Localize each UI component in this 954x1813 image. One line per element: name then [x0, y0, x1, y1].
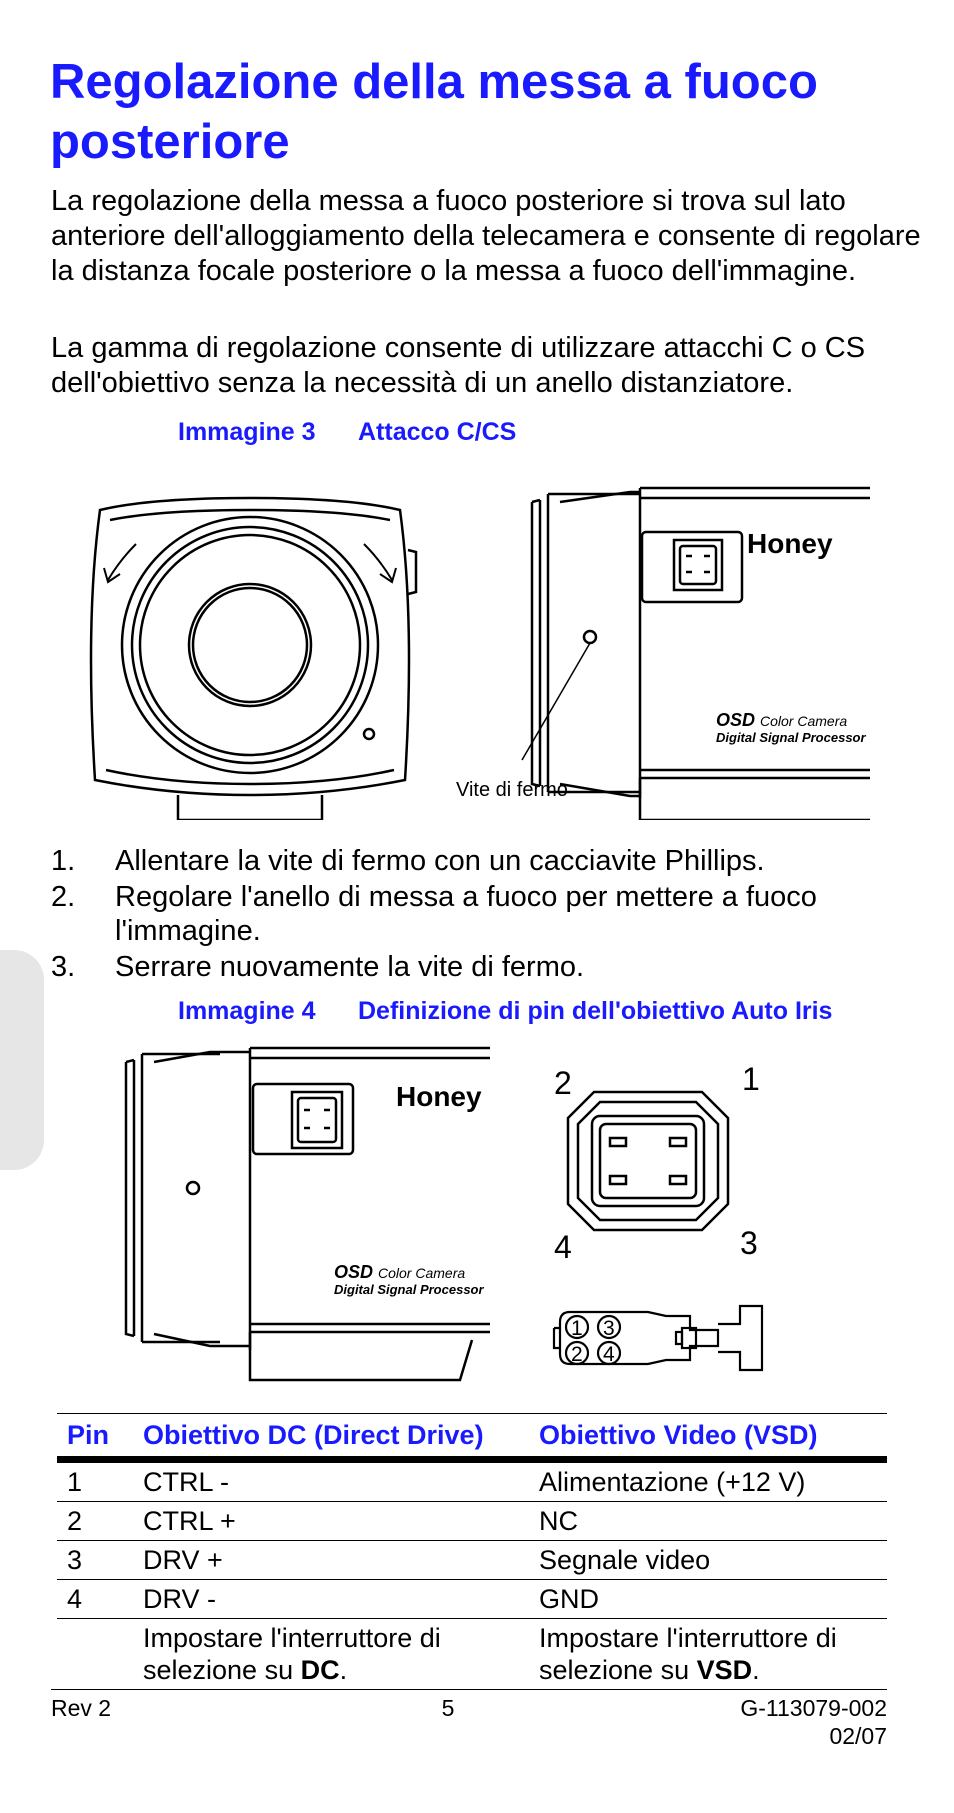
figure-4-osd-logo: OSD — [334, 1262, 374, 1282]
figure-3-osd-logo: OSD — [716, 710, 756, 730]
figure-4-label: Immagine 4 — [178, 997, 316, 1025]
cell-pin: 1 — [57, 1460, 133, 1502]
footer-revision: Rev 2 — [51, 1695, 112, 1721]
step-number: 3. — [51, 951, 76, 983]
figure-3-caption — [178, 418, 516, 447]
switch-suffix: . — [752, 1655, 760, 1685]
cell-dc: DRV + — [133, 1541, 529, 1580]
plug-pin-label: 4 — [603, 1343, 615, 1366]
column-header-vsd: Obiettivo Video (VSD) — [529, 1414, 887, 1460]
cell-vsd-switch — [529, 1619, 887, 1690]
cell-dc: CTRL - — [133, 1460, 529, 1502]
socket-pin-diagram — [568, 1092, 728, 1230]
page-title: Regolazione della messa a fuoco posteriore — [50, 55, 818, 169]
side-thumb-tab — [0, 950, 44, 1170]
figure-3-callout: Vite di fermo — [456, 779, 568, 801]
cell-pin-empty — [57, 1619, 133, 1690]
table-row — [57, 1541, 887, 1580]
cell-dc: CTRL + — [133, 1502, 529, 1541]
figure-3-label: Immagine 3 — [178, 418, 316, 446]
table-header-row — [57, 1414, 887, 1460]
intro-paragraph: La regolazione della messa a fuoco posteriore si trova sul lato anteriore dell'alloggiamento della telecamera e consente di regolare la distanza focale posteriore o la messa a fuoco dell'immagine. — [51, 185, 921, 287]
step-text: Allentare la vite di fermo con un cacciavite Phillips. — [115, 845, 765, 877]
figure-3-illustration — [70, 480, 870, 820]
plug-pin-label: 3 — [603, 1317, 615, 1340]
switch-suffix: . — [339, 1655, 348, 1685]
figure-4-osd-text: Color Camera — [378, 1265, 466, 1281]
figure-4-caption — [178, 997, 832, 1026]
figure-4-brand: Honey — [396, 1081, 482, 1112]
footer-doc-date: 02/07 — [829, 1723, 887, 1749]
step-item — [51, 950, 931, 984]
figure-4-illustration — [120, 1040, 840, 1400]
footer-document-code — [640, 1694, 887, 1750]
cell-pin: 3 — [57, 1541, 133, 1580]
column-header-dc: Obiettivo DC (Direct Drive) — [133, 1414, 529, 1460]
figure-3-dsp-text: Digital Signal Processor — [716, 730, 866, 745]
footer-doc-number: G-113079-002 — [740, 1695, 887, 1721]
figure-3-brand: Honey — [747, 528, 833, 559]
cell-dc-switch — [133, 1619, 529, 1690]
figure-4-title: Definizione di pin dell'obiettivo Auto Iris — [358, 997, 833, 1025]
cell-vsd: GND — [529, 1580, 887, 1619]
cell-pin: 4 — [57, 1580, 133, 1619]
plug-pin-label: 2 — [571, 1343, 583, 1366]
step-text: Serrare nuovamente la vite di fermo. — [115, 951, 585, 983]
switch-value: DC — [300, 1655, 340, 1685]
footer-page-number: 5 — [441, 1695, 455, 1721]
pin-label: 2 — [554, 1065, 572, 1101]
switch-value: VSD — [696, 1655, 753, 1685]
camera-front-view — [91, 498, 416, 820]
cell-vsd: Segnale video — [529, 1541, 887, 1580]
switch-text: Impostare l'interruttore di selezione su — [143, 1623, 441, 1685]
steps-list — [51, 844, 931, 986]
step-text: Regolare l'anello di messa a fuoco per mettere a fuoco l'immagine. — [115, 881, 817, 947]
table-row — [57, 1460, 887, 1502]
table-row-switch-setting — [57, 1619, 887, 1690]
plug-pin-diagram — [554, 1306, 762, 1370]
step-item — [51, 844, 931, 878]
step-item — [51, 880, 931, 948]
pin-label: 3 — [740, 1225, 758, 1261]
figure-4-dsp-text: Digital Signal Processor — [334, 1282, 484, 1297]
cell-dc: DRV - — [133, 1580, 529, 1619]
pin-label: 1 — [742, 1061, 760, 1097]
table-row — [57, 1502, 887, 1541]
figure-3-title: Attacco C/CS — [358, 418, 517, 446]
step-number: 1. — [51, 845, 76, 877]
plug-pin-label: 1 — [571, 1317, 583, 1340]
footer-rule — [51, 1689, 887, 1690]
cell-pin: 2 — [57, 1502, 133, 1541]
range-paragraph: La gamma di regolazione consente di utilizzare attacchi C o CS dell'obiettivo senza la necessità di un anello distanziatore. — [51, 332, 866, 399]
switch-text: Impostare l'interruttore di selezione su — [539, 1623, 837, 1685]
table-row — [57, 1580, 887, 1619]
column-header-pin: Pin — [57, 1414, 133, 1460]
figure-3-osd-text: Color Camera — [760, 713, 848, 729]
cell-vsd: Alimentazione (+12 V) — [529, 1460, 887, 1502]
step-number: 2. — [51, 881, 76, 913]
cell-vsd: NC — [529, 1502, 887, 1541]
pin-label: 4 — [554, 1229, 572, 1265]
pin-definition-table — [57, 1413, 887, 1690]
